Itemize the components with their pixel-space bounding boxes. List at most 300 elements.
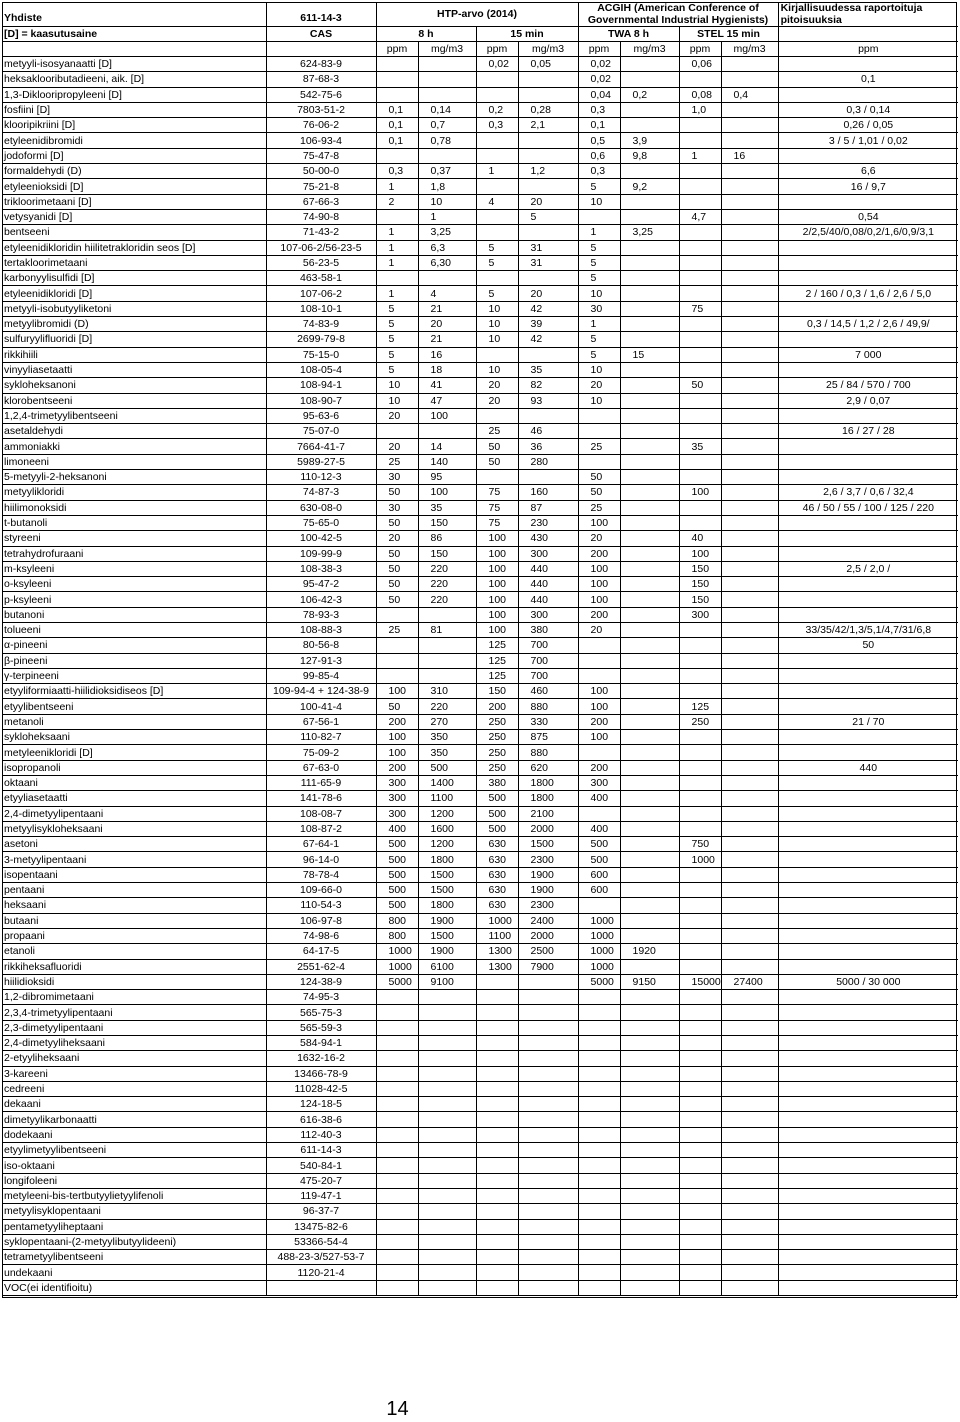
unit-blank xyxy=(2,42,266,57)
value-cell: 250 xyxy=(476,760,518,775)
value-cell: 3,25 xyxy=(620,225,679,240)
value-cell: 150 xyxy=(679,561,721,576)
value-cell: 25 / 84 / 570 / 700 xyxy=(778,378,958,393)
value-cell: 5000 xyxy=(376,974,418,989)
cas-number: 475-20-7 xyxy=(266,1173,376,1188)
value-cell xyxy=(721,944,778,959)
value-cell xyxy=(778,271,958,286)
value-cell xyxy=(518,133,578,148)
value-cell xyxy=(778,607,958,622)
cas-number: 67-63-0 xyxy=(266,760,376,775)
value-cell xyxy=(778,852,958,867)
value-cell: 200 xyxy=(376,760,418,775)
value-cell xyxy=(778,791,958,806)
cas-number: 108-90-7 xyxy=(266,393,376,408)
cas-number: 74-95-3 xyxy=(266,990,376,1005)
value-cell xyxy=(721,1188,778,1203)
compound-name: trikloorimetaani [D] xyxy=(2,194,266,209)
value-cell: 20 xyxy=(376,439,418,454)
compound-name: etyleenidikloridin hiilitetrakloridin seos [D] xyxy=(2,240,266,255)
value-cell: 0,02 xyxy=(578,57,620,72)
value-cell: 6,6 xyxy=(778,164,958,179)
value-cell: 9,8 xyxy=(620,148,679,163)
value-cell xyxy=(418,72,476,87)
value-cell: 21 xyxy=(418,332,476,347)
value-cell xyxy=(578,209,620,224)
value-cell xyxy=(620,362,679,377)
value-cell xyxy=(721,57,778,72)
value-cell xyxy=(679,1219,721,1234)
value-cell xyxy=(620,791,679,806)
value-cell: 380 xyxy=(518,622,578,637)
value-cell xyxy=(778,332,958,347)
value-cell xyxy=(721,1173,778,1188)
value-cell: 630 xyxy=(476,883,518,898)
value-cell xyxy=(620,745,679,760)
table-row xyxy=(2,500,958,515)
value-cell xyxy=(679,944,721,959)
compound-name: γ-terpineeni xyxy=(2,668,266,683)
value-cell xyxy=(518,1127,578,1142)
value-cell xyxy=(778,1219,958,1234)
value-cell xyxy=(679,317,721,332)
table-row xyxy=(2,378,958,393)
compound-name: heksaklooributadieeni, aik. [D] xyxy=(2,72,266,87)
table-row xyxy=(2,714,958,729)
value-cell xyxy=(778,653,958,668)
value-cell: 0,26 / 0,05 xyxy=(778,118,958,133)
value-cell xyxy=(476,470,518,485)
table-row xyxy=(2,1081,958,1096)
table-row xyxy=(2,577,958,592)
value-cell xyxy=(476,1112,518,1127)
value-cell xyxy=(620,470,679,485)
compound-name: styreeni xyxy=(2,531,266,546)
value-cell: 50 xyxy=(376,546,418,561)
value-cell xyxy=(518,1036,578,1051)
value-cell xyxy=(679,684,721,699)
value-cell xyxy=(620,531,679,546)
value-cell xyxy=(376,1143,418,1158)
compound-name: etyyliasetaatti xyxy=(2,791,266,806)
value-cell: 1800 xyxy=(518,791,578,806)
value-cell: 0,78 xyxy=(418,133,476,148)
value-cell xyxy=(721,913,778,928)
value-cell: 880 xyxy=(518,745,578,760)
value-cell xyxy=(679,775,721,790)
compound-name: tetrahydrofuraani xyxy=(2,546,266,561)
value-cell xyxy=(620,928,679,943)
table-row xyxy=(2,1066,958,1081)
value-cell xyxy=(518,1158,578,1173)
value-cell: 1000 xyxy=(578,913,620,928)
value-cell: 250 xyxy=(476,730,518,745)
value-cell xyxy=(376,424,418,439)
value-cell xyxy=(418,1112,476,1127)
compound-name: asetoni xyxy=(2,837,266,852)
value-cell: 1000 xyxy=(376,944,418,959)
cas-number: 96-14-0 xyxy=(266,852,376,867)
value-cell xyxy=(778,898,958,913)
value-cell xyxy=(476,1234,518,1249)
value-cell xyxy=(679,1081,721,1096)
table-row xyxy=(2,1188,958,1203)
value-cell xyxy=(620,1005,679,1020)
value-cell: 1 xyxy=(578,225,620,240)
value-cell xyxy=(518,1066,578,1081)
value-cell xyxy=(620,959,679,974)
value-cell xyxy=(376,1250,418,1265)
value-cell xyxy=(418,638,476,653)
value-cell: 1900 xyxy=(518,867,578,882)
value-cell: 20 xyxy=(518,286,578,301)
value-cell: 5 xyxy=(578,271,620,286)
value-cell xyxy=(679,255,721,270)
value-cell xyxy=(376,148,418,163)
value-cell: 1500 xyxy=(418,867,476,882)
compound-name: 1,3-Diklooripropyleeni [D] xyxy=(2,87,266,102)
cas-number: 124-18-5 xyxy=(266,1097,376,1112)
value-cell xyxy=(418,653,476,668)
compound-name: m-ksyleeni xyxy=(2,561,266,576)
value-cell xyxy=(679,959,721,974)
value-cell: 40 xyxy=(679,531,721,546)
value-cell xyxy=(778,592,958,607)
value-cell: 270 xyxy=(418,714,476,729)
value-cell: 500 xyxy=(418,760,476,775)
value-cell: 0,5 xyxy=(578,133,620,148)
value-cell xyxy=(620,730,679,745)
value-cell xyxy=(518,974,578,989)
value-cell: 100 xyxy=(418,408,476,423)
value-cell xyxy=(679,791,721,806)
value-cell: 39 xyxy=(518,317,578,332)
value-cell: 93 xyxy=(518,393,578,408)
compound-name: β-pineeni xyxy=(2,653,266,668)
cas-number: 13475-82-6 xyxy=(266,1219,376,1234)
value-cell xyxy=(518,408,578,423)
table-row xyxy=(2,1020,958,1035)
cas-number: 141-78-6 xyxy=(266,791,376,806)
value-cell: 15000 xyxy=(679,974,721,989)
value-cell xyxy=(721,424,778,439)
header-literature-line1: Kirjallisuudessa raportoituja xyxy=(780,2,923,14)
value-cell xyxy=(778,546,958,561)
value-cell: 50 xyxy=(376,592,418,607)
value-cell xyxy=(620,1188,679,1203)
value-cell xyxy=(518,87,578,102)
value-cell: 1000 xyxy=(679,852,721,867)
table-row xyxy=(2,470,958,485)
value-cell xyxy=(578,1005,620,1020)
value-cell xyxy=(518,1250,578,1265)
value-cell: 100 xyxy=(476,607,518,622)
compound-name: metyylisykloheksaani xyxy=(2,821,266,836)
value-cell: 430 xyxy=(518,531,578,546)
cas-number: 611-14-3 xyxy=(266,1143,376,1158)
value-cell xyxy=(418,1265,476,1280)
table-row xyxy=(2,1250,958,1265)
value-cell: 3,25 xyxy=(418,225,476,240)
value-cell: 300 xyxy=(376,806,418,821)
value-cell xyxy=(376,87,418,102)
table-row xyxy=(2,1112,958,1127)
cas-number: 124-38-9 xyxy=(266,974,376,989)
value-cell xyxy=(476,1219,518,1234)
value-cell: 5 xyxy=(578,347,620,362)
compound-name: metyleenikloridi [D] xyxy=(2,745,266,760)
value-cell xyxy=(679,470,721,485)
value-cell: 35 xyxy=(518,362,578,377)
value-cell xyxy=(721,577,778,592)
value-cell xyxy=(721,164,778,179)
table-row xyxy=(2,164,958,179)
value-cell xyxy=(418,87,476,102)
value-cell: 10 xyxy=(578,362,620,377)
cas-number: 110-54-3 xyxy=(266,898,376,913)
table-row xyxy=(2,72,958,87)
value-cell: 25 xyxy=(476,424,518,439)
value-cell xyxy=(778,883,958,898)
unit-cell: ppm xyxy=(778,42,958,57)
value-cell: 700 xyxy=(518,638,578,653)
value-cell: 100 xyxy=(578,699,620,714)
value-cell: 86 xyxy=(418,531,476,546)
value-cell: 280 xyxy=(518,454,578,469)
compound-name: p-ksyleeni xyxy=(2,592,266,607)
value-cell xyxy=(418,1036,476,1051)
cas-number: 53366-54-4 xyxy=(266,1234,376,1249)
value-cell: 100 xyxy=(476,561,518,576)
value-cell xyxy=(679,883,721,898)
value-cell: 20 xyxy=(476,393,518,408)
value-cell: 150 xyxy=(679,592,721,607)
value-cell xyxy=(418,1204,476,1219)
value-cell xyxy=(721,1234,778,1249)
value-cell xyxy=(721,990,778,1005)
value-cell xyxy=(721,867,778,882)
value-cell: 5 xyxy=(376,347,418,362)
value-cell xyxy=(578,1250,620,1265)
value-cell xyxy=(721,240,778,255)
value-cell: 220 xyxy=(418,699,476,714)
value-cell xyxy=(518,1112,578,1127)
value-cell xyxy=(518,1005,578,1020)
value-cell xyxy=(679,1158,721,1173)
table-row xyxy=(2,133,958,148)
table-row xyxy=(2,898,958,913)
value-cell xyxy=(721,622,778,637)
cas-number: 75-47-8 xyxy=(266,148,376,163)
value-cell: 10 xyxy=(376,378,418,393)
value-cell xyxy=(778,87,958,102)
value-cell xyxy=(679,1234,721,1249)
value-cell xyxy=(679,806,721,821)
value-cell xyxy=(721,821,778,836)
value-cell xyxy=(721,1204,778,1219)
value-cell: 21 xyxy=(418,301,476,316)
value-cell xyxy=(778,1020,958,1035)
value-cell xyxy=(620,500,679,515)
value-cell xyxy=(418,1188,476,1203)
value-cell: 1200 xyxy=(418,806,476,821)
table-row xyxy=(2,194,958,209)
unit-cell: ppm xyxy=(578,42,620,57)
value-cell xyxy=(679,1112,721,1127)
value-cell xyxy=(620,990,679,1005)
compound-name: pentaani xyxy=(2,883,266,898)
value-cell xyxy=(418,990,476,1005)
value-cell xyxy=(620,72,679,87)
value-cell: 42 xyxy=(518,301,578,316)
value-cell: 20 xyxy=(578,378,620,393)
value-cell: 125 xyxy=(476,638,518,653)
value-cell: 250 xyxy=(476,714,518,729)
table-row xyxy=(2,791,958,806)
value-cell xyxy=(620,775,679,790)
cas-number: 565-75-3 xyxy=(266,1005,376,1020)
cas-number: 95-63-6 xyxy=(266,408,376,423)
cas-number: 463-58-1 xyxy=(266,271,376,286)
value-cell: 100 xyxy=(476,622,518,637)
value-cell: 150 xyxy=(418,546,476,561)
value-cell: 1900 xyxy=(418,913,476,928)
value-cell xyxy=(578,1051,620,1066)
value-cell xyxy=(679,867,721,882)
value-cell: 125 xyxy=(476,653,518,668)
value-cell xyxy=(679,1036,721,1051)
value-cell xyxy=(418,1280,476,1295)
value-cell: 100 xyxy=(376,684,418,699)
value-cell: 0,2 xyxy=(476,102,518,117)
value-cell: 1800 xyxy=(418,852,476,867)
value-cell: 1 xyxy=(376,255,418,270)
value-cell xyxy=(721,699,778,714)
compound-name: 5-metyyli-2-heksanoni xyxy=(2,470,266,485)
cas-number: 540-84-1 xyxy=(266,1158,376,1173)
value-cell: 5 xyxy=(578,255,620,270)
value-cell: 400 xyxy=(376,821,418,836)
value-cell xyxy=(418,1173,476,1188)
value-cell xyxy=(778,775,958,790)
compound-name: sykloheksanoni xyxy=(2,378,266,393)
value-cell: 350 xyxy=(418,730,476,745)
value-cell: 4 xyxy=(418,286,476,301)
value-cell xyxy=(679,362,721,377)
value-cell xyxy=(376,1204,418,1219)
table-row xyxy=(2,668,958,683)
value-cell xyxy=(476,271,518,286)
value-cell: 250 xyxy=(679,714,721,729)
value-cell xyxy=(476,1158,518,1173)
value-cell xyxy=(578,1204,620,1219)
table-row xyxy=(2,990,958,1005)
value-cell xyxy=(778,745,958,760)
cas-number: 74-83-9 xyxy=(266,317,376,332)
header-fumigant-note: [D] = kaasutusaine xyxy=(2,27,266,42)
value-cell xyxy=(721,332,778,347)
value-cell: 1500 xyxy=(518,837,578,852)
value-cell xyxy=(778,837,958,852)
compound-name: vinyyliasetaatti xyxy=(2,362,266,377)
compound-name: limoneeni xyxy=(2,454,266,469)
value-cell xyxy=(376,1280,418,1295)
value-cell: 1000 xyxy=(578,959,620,974)
value-cell: 16 xyxy=(721,148,778,163)
value-cell: 50 xyxy=(376,577,418,592)
cas-number: 108-87-2 xyxy=(266,821,376,836)
value-cell: 125 xyxy=(476,668,518,683)
value-cell: 500 xyxy=(376,852,418,867)
cas-number: 107-06-2 xyxy=(266,286,376,301)
value-cell xyxy=(778,148,958,163)
value-cell xyxy=(721,1143,778,1158)
value-cell: 1400 xyxy=(418,775,476,790)
value-cell: 1000 xyxy=(578,944,620,959)
compound-name: metyylibromidi (D) xyxy=(2,317,266,332)
value-cell: 300 xyxy=(679,607,721,622)
value-cell xyxy=(778,57,958,72)
value-cell: 630 xyxy=(476,852,518,867)
value-cell: 7 000 xyxy=(778,347,958,362)
value-cell xyxy=(620,515,679,530)
value-cell xyxy=(721,1051,778,1066)
value-cell: 500 xyxy=(578,852,620,867)
table-row xyxy=(2,1005,958,1020)
value-cell: 0,7 xyxy=(418,118,476,133)
value-cell xyxy=(721,898,778,913)
table-row xyxy=(2,454,958,469)
value-cell xyxy=(418,1143,476,1158)
compound-name: 2-etyyliheksaani xyxy=(2,1051,266,1066)
table-row xyxy=(2,1097,958,1112)
cas-number: 75-65-0 xyxy=(266,515,376,530)
value-cell xyxy=(778,806,958,821)
header-cas: CAS xyxy=(266,27,376,42)
value-cell xyxy=(721,1265,778,1280)
value-cell xyxy=(778,362,958,377)
value-cell xyxy=(679,454,721,469)
compound-name: tetrametyylibentseeni xyxy=(2,1250,266,1265)
cas-number: 80-56-8 xyxy=(266,638,376,653)
value-cell xyxy=(778,1127,958,1142)
value-cell: 1 xyxy=(578,317,620,332)
table-row xyxy=(2,362,958,377)
value-cell xyxy=(476,87,518,102)
table-row xyxy=(2,301,958,316)
value-cell: 75 xyxy=(476,515,518,530)
compound-name: butaani xyxy=(2,913,266,928)
cas-number: 67-56-1 xyxy=(266,714,376,729)
value-cell xyxy=(578,1173,620,1188)
value-cell xyxy=(778,1036,958,1051)
value-cell: 700 xyxy=(518,668,578,683)
compound-name: tertakloorimetaani xyxy=(2,255,266,270)
value-cell: 0,37 xyxy=(418,164,476,179)
table-row xyxy=(2,561,958,576)
table-row xyxy=(2,424,958,439)
value-cell xyxy=(418,1097,476,1112)
value-cell xyxy=(578,745,620,760)
value-cell xyxy=(721,1280,778,1295)
value-cell: 125 xyxy=(679,699,721,714)
cas-number: 109-99-9 xyxy=(266,546,376,561)
compound-name: hiilimonoksidi xyxy=(2,500,266,515)
value-cell xyxy=(518,1020,578,1035)
value-cell xyxy=(721,133,778,148)
value-cell: 31 xyxy=(518,240,578,255)
value-cell xyxy=(578,806,620,821)
